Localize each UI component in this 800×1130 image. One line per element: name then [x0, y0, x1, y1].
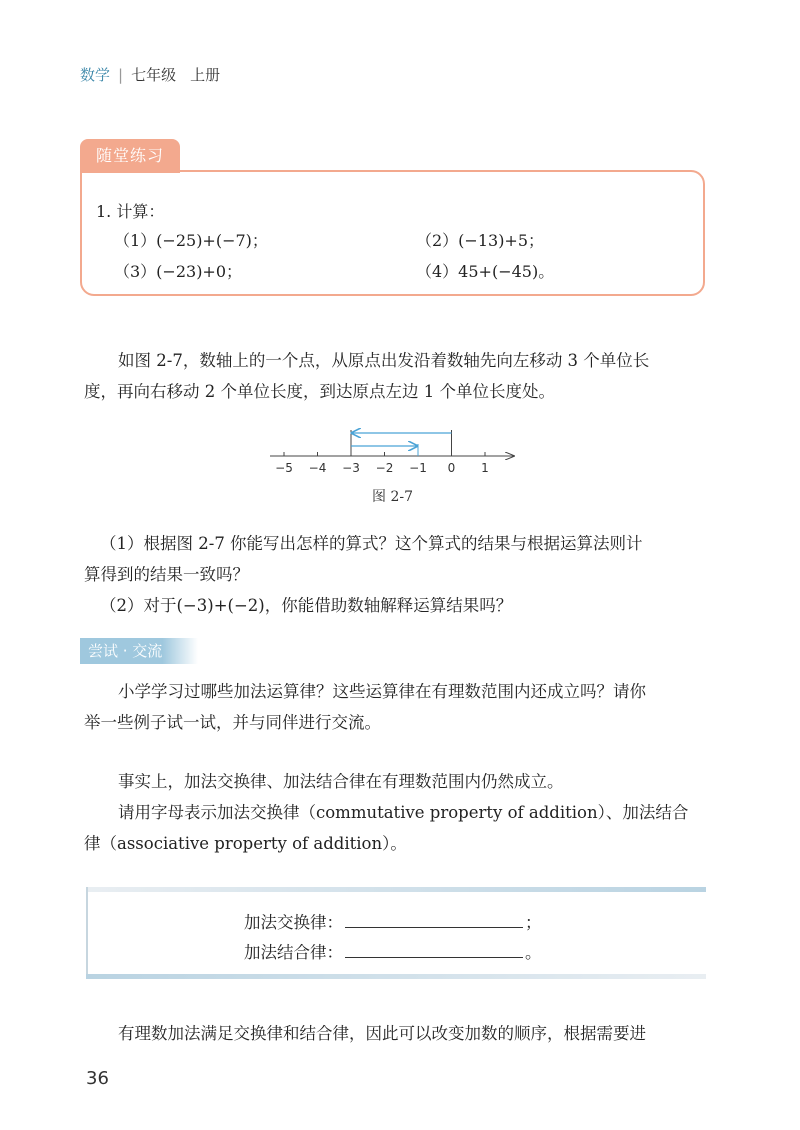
commutative-label: 加法交换律：: [244, 913, 343, 932]
question-1-line-2: 算得到的结果一致吗？: [84, 565, 249, 584]
exercise-item-2: （2）(−13)+5；: [416, 231, 545, 250]
associative-blank[interactable]: [345, 939, 523, 958]
law-box-bottom-bar: [86, 974, 706, 979]
law-box-left-bar: [86, 887, 88, 979]
exercise-item-3: （3）(−23)+0；: [114, 262, 243, 281]
intro-paragraph: [84, 345, 714, 407]
associative-end: 。: [525, 943, 542, 962]
law-box-top-bar: [86, 887, 706, 892]
intro-line-2: 度，再向右移动 2 个单位长度，到达原点左边 1 个单位长度处。: [84, 382, 555, 401]
facts-line-3: 律（associative property of addition）。: [84, 834, 407, 853]
exercise-item-1: （1）(−25)+(−7)；: [114, 231, 268, 250]
commutative-blank[interactable]: [345, 909, 523, 928]
number-line-figure: [266, 424, 526, 480]
header-grade: 七年级: [131, 66, 177, 84]
facts-line-1: 事实上，加法交换律、加法结合律在有理数范围内仍然成立。: [118, 772, 564, 791]
associative-row: [244, 939, 542, 963]
tick-label: −4: [308, 461, 327, 475]
question-2: （2）对于(−3)+(−2)，你能借助数轴解释运算结果吗？: [100, 596, 513, 615]
tick-label: −5: [275, 461, 293, 475]
exercise-item-4: （4）45+(−45)。: [416, 262, 555, 281]
facts-line-2: 请用字母表示加法交换律（commutative property of addition）、加法结合: [118, 803, 689, 822]
tick-label: −3: [342, 461, 360, 475]
exercise-tab: 随堂练习: [80, 139, 180, 173]
tick-label: −1: [409, 461, 427, 475]
exercise-problem-label: 1. 计算：: [96, 202, 165, 221]
tick-label: 0: [447, 461, 456, 475]
header-volume: 上册: [190, 66, 221, 84]
facts-paragraph: [84, 766, 714, 859]
tick-label: −2: [375, 461, 394, 475]
intro-line-1: 如图 2-7，数轴上的一个点，从原点出发沿着数轴先向左移动 3 个单位长: [118, 351, 650, 370]
question-1-line-1: （1）根据图 2-7 你能写出怎样的算式？这个算式的结果与根据运算法则计: [100, 534, 643, 553]
tick-label: 1: [481, 461, 489, 475]
figure-caption: 图 2-7: [372, 489, 413, 505]
commutative-end: ；: [525, 913, 542, 932]
questions-block: [84, 528, 714, 621]
page-number: 36: [86, 1068, 109, 1089]
header-separator: |: [118, 66, 124, 84]
header-subject: 数学: [80, 66, 111, 84]
try-paragraph: [84, 676, 714, 738]
associative-label: 加法结合律：: [244, 943, 343, 962]
closing-line: 有理数加法满足交换律和结合律，因此可以改变加数的顺序，根据需要进: [118, 1024, 646, 1043]
try-line-2: 举一些例子试一试，并与同伴进行交流。: [84, 713, 381, 732]
try-line-1: 小学学习过哪些加法运算律？这些运算律在有理数范围内还成立吗？请你: [118, 682, 646, 701]
page-header: [80, 64, 220, 85]
number-line-ticks: [275, 452, 489, 475]
law-fill-box: [86, 887, 706, 979]
commutative-row: [244, 909, 542, 933]
try-exchange-tab: 尝试 · 交流: [80, 638, 198, 664]
